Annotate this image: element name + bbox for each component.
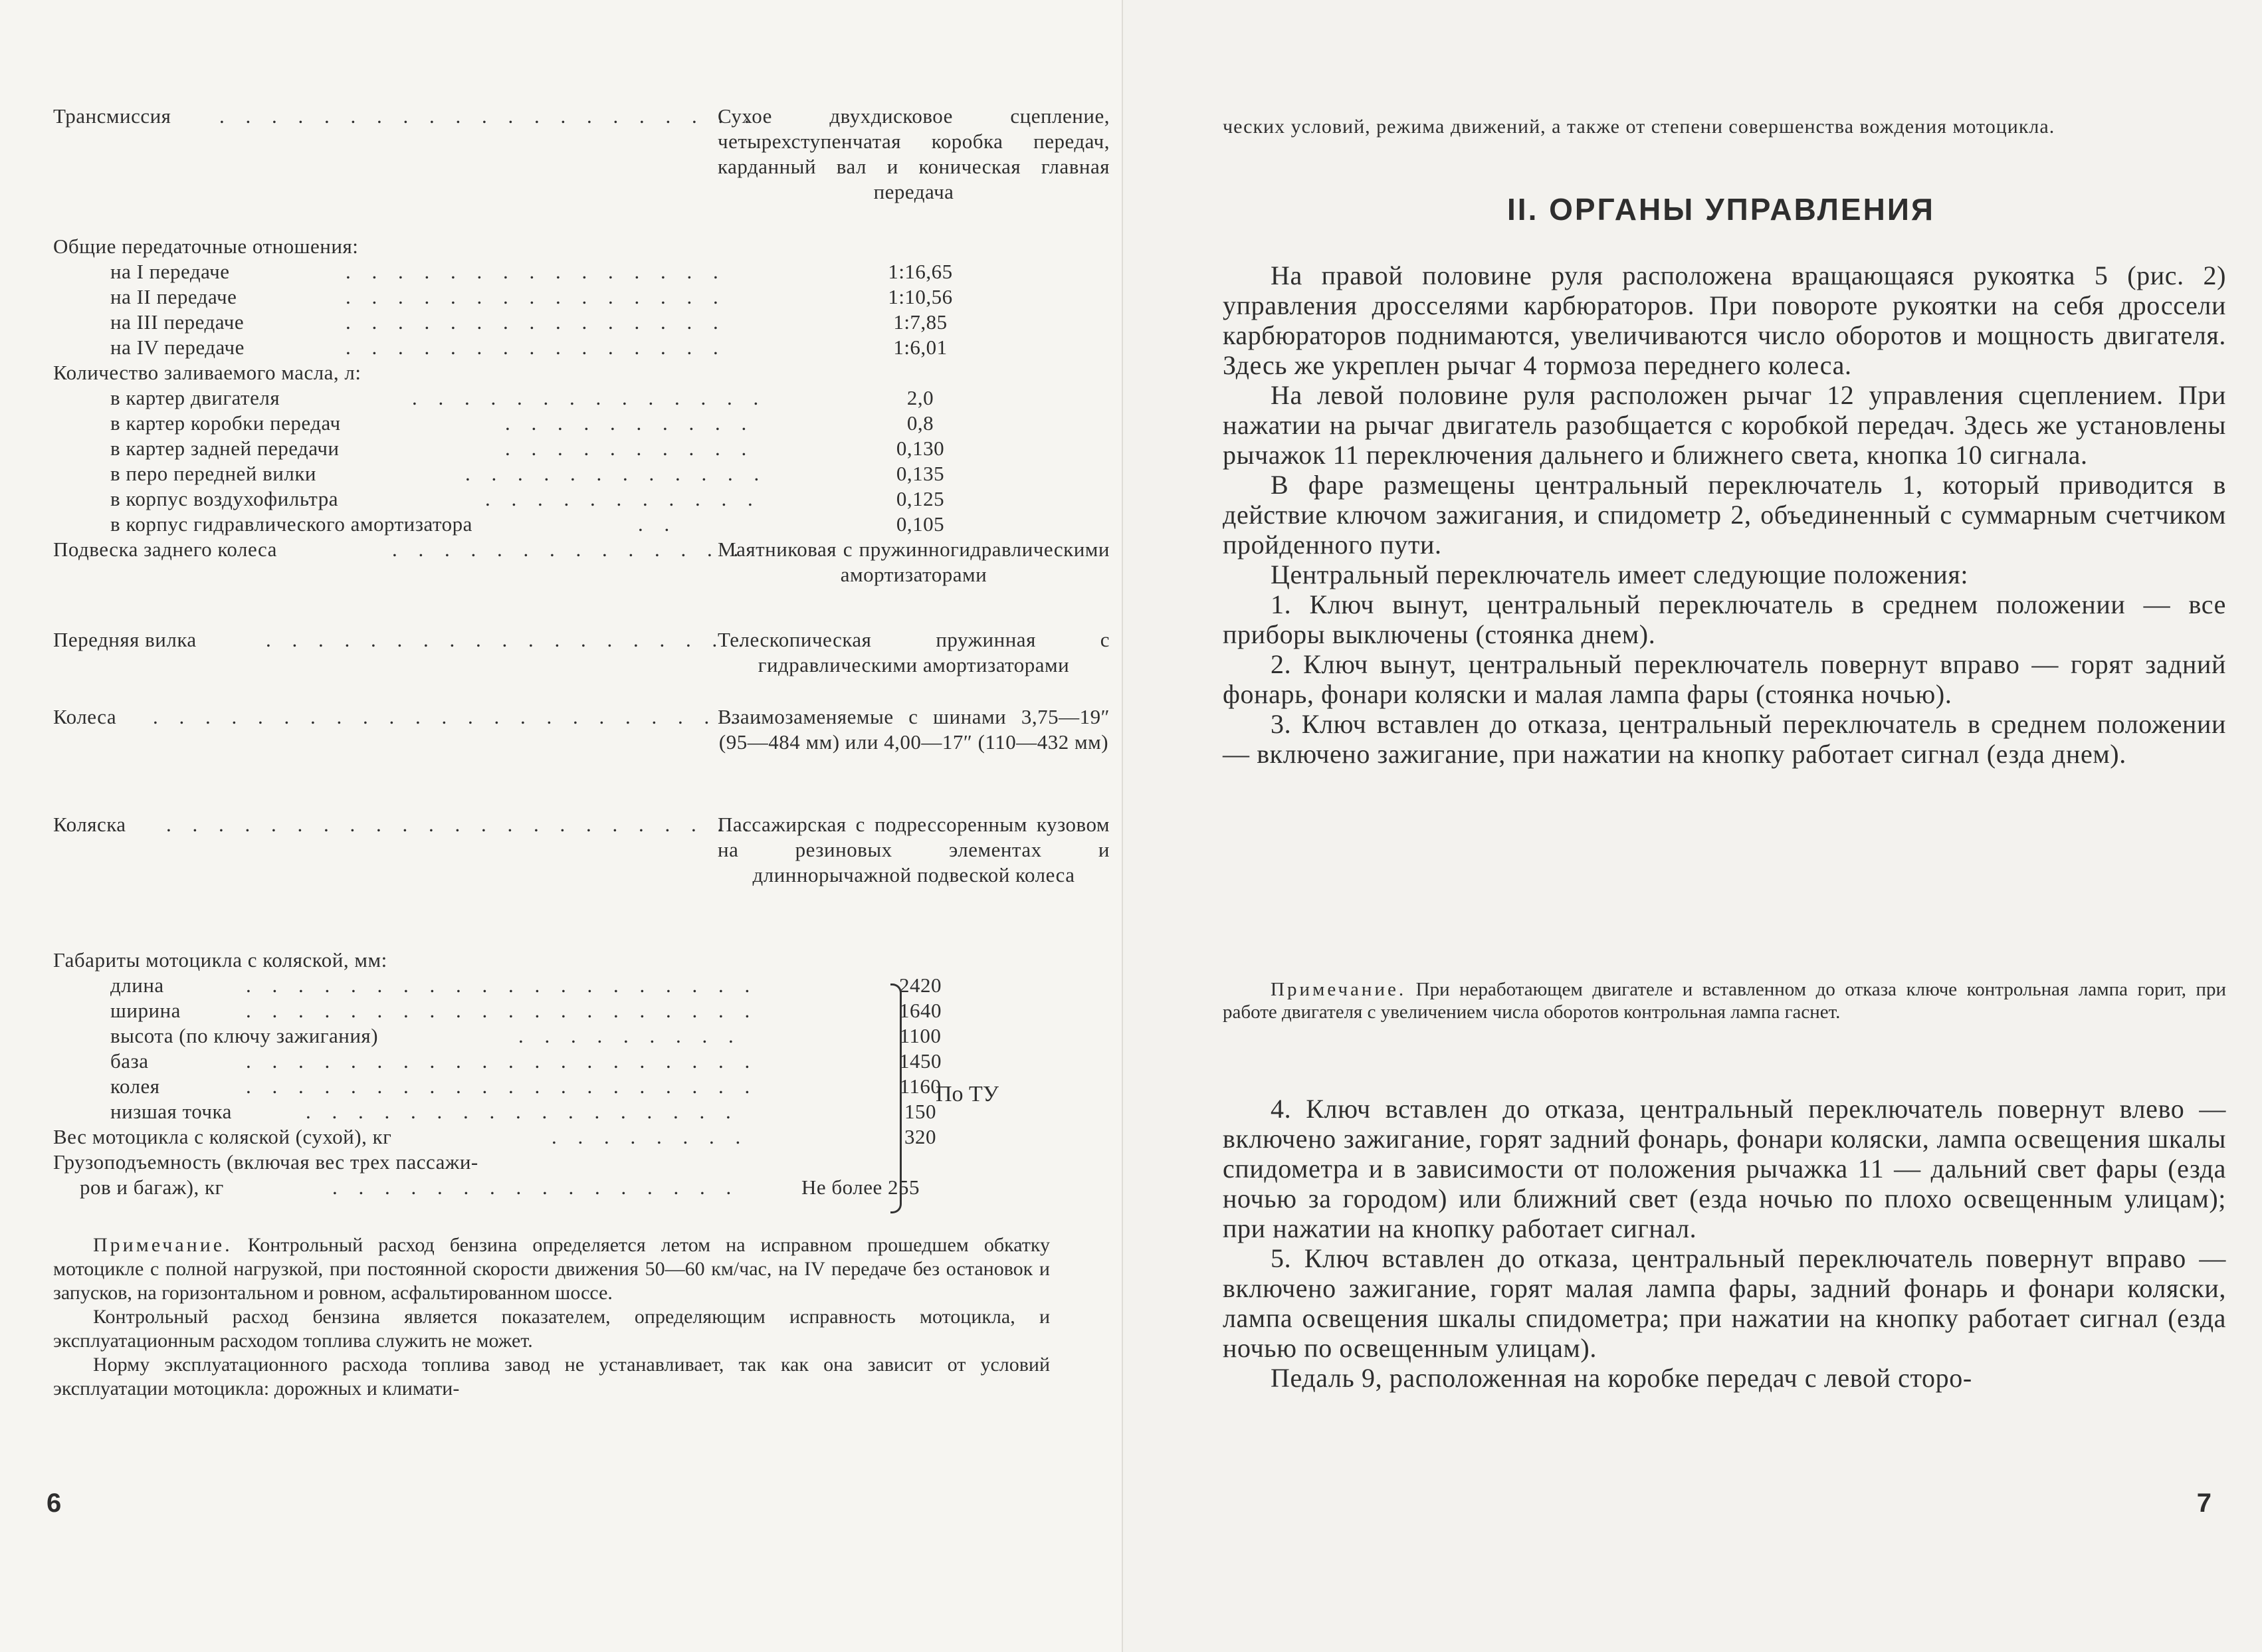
oil-label: в корпус воздухофильтра [110,487,338,510]
dim-label: ширина [110,999,181,1022]
leader-dots: . . [638,512,678,536]
paragraph: 5. Ключ вставлен до отказа, центральный переключатель повернут вправо — включено зажигание, горят малая лампа фары, задний фонарь и фонари коляски, лампа освещения шкалы спидометра; при нажатии на кнопку работает сигнал (езда ночью по освещенным улицам). [1223,1243,2226,1363]
paragraph: 1. Ключ вынут, центральный переключатель в среднем положении — все приборы выключены (стоянка днем). [1223,589,2226,649]
spec-value: Сухое двухдисковое сцепление, четырехступенчатая коробка передач, карданный вал и коническая главная передача [718,104,1110,203]
page-number-left: 6 [47,1489,62,1518]
ratio-value: 1:6,01 [893,336,948,359]
paragraph: 4. Ключ вставлен до отказа, центральный переключатель повернут влево — включено зажигание, горят задний фонарь, фонари коляски, лампа освещения шкалы спидометра и в зависимости от положения рычажка 11 — дальний свет фары (езда ночью за городом) или ближний свет (езда ночью по плохо освещенным улицам); при нажатии на кнопку работает сигнал. [1223,1094,2226,1243]
oil-value: 0,130 [896,437,945,460]
spec-label: Подвеска заднего колеса [53,538,277,561]
leader-dots: . . . . . . . . . . . . . . . . . . . [266,628,752,651]
oil-label: в корпус гидравлического амортизатора [110,512,472,536]
oil-value: 0,135 [896,462,945,485]
leader-dots: . . . . . . . . . . . . . . . . . . . . . . . [166,813,757,836]
oil-label: в перо передней вилки [110,462,316,485]
leader-dots: . . . . . . . . . [518,1024,742,1047]
dim-value: 1450 [899,1049,942,1073]
leader-dots: . . . . . . . . . . . . . . . . . . . . [246,974,758,997]
oil-label: в картер коробки передач [110,411,341,435]
ratio-label: на IV передаче [110,336,245,359]
body-text-2 [1223,1094,2226,1393]
spec-label: Передняя вилка [53,628,197,651]
paragraph: На левой половине руля расположен рычаг 12 управления сцеплением. При нажатии на рычаг двигатель разобщается с коробкой передач. Здесь же установлены рычажок 11 переключения дальнего и ближнего света, кнопка 10 сигнала. [1223,380,2226,470]
body-text [1223,260,2226,769]
oil-value: 0,105 [896,512,945,536]
dim-value: 1160 [899,1075,942,1098]
paragraph: 2. Ключ вынут, центральный переключатель повернут вправо — горят задний фонарь, фонари коляски и малая лампа фары (стоянка ночью). [1223,649,2226,709]
leader-dots: . . . . . . . . . . . . . . . [346,260,726,283]
paragraph: Центральный переключатель имеет следующие положения: [1271,560,1969,589]
leader-dots: . . . . . . . . . . . . . . [412,386,767,409]
spec-label: Грузоподъемность (включая вес трех пассажи- [53,1150,478,1174]
dim-value: 150 [904,1100,936,1123]
paragraph: 3. Ключ вставлен до отказа, центральный переключатель в среднем положении — включено зажигание, при нажатии на кнопку работает сигнал (езда днем). [1223,709,2226,769]
ratios-heading: Общие передаточные отношения: [53,235,359,258]
spec-value: Маятниковая с пружинногидравлическими амортизаторами [718,538,1110,586]
leader-dots: . . . . . . . . . . . . . . . . . . . . . [219,104,758,128]
oil-heading: Количество заливаемого масла, л: [53,361,361,384]
section-title: II. ОРГАНЫ УПРАВЛЕНИЯ [1507,192,1935,227]
note-text: Контрольный расход бензина определяется летом на исправном прошедшем обкатку мотоцикле с полной нагрузкой, при постоянной скорости движения 50—60 км/час, на IV передаче без остановок и запусков, на горизонтальном и ровном, асфальтированном шоссе. [53,1234,1051,1304]
note-title: Примечание. [1271,979,1407,1000]
oil-label: в картер задней передачи [110,437,340,460]
note-left [53,1233,1050,1401]
dims-heading: Габариты мотоцикла с коляской, мм: [53,948,387,972]
leader-dots: . . . . . . . . . . . . . . . . . [306,1100,739,1123]
note-right [1223,978,2226,1023]
leader-dots: . . . . . . . . . . . . . . . . . . . . [246,999,758,1022]
spec-label: Вес мотоцикла с коляской (сухой), кг [53,1125,392,1148]
right-page [1123,0,2262,1652]
leader-dots: . . . . . . . . . . . . . . . . . . . . [246,1075,758,1098]
spec-value: 320 [904,1125,936,1148]
spec-label: Коляска [53,813,126,836]
spec-label: Колеса [53,705,117,728]
ratio-label: на II передаче [110,285,237,308]
leader-dots: . . . . . . . . . . . [485,487,761,510]
dim-value: 1640 [899,999,942,1022]
dim-label: длина [110,974,164,997]
spec-value: Телескопическая пружинная с гидравлическими амортизаторами [718,628,1110,676]
ratio-value: 1:16,65 [888,260,953,283]
ratio-value: 1:7,85 [893,310,948,334]
paragraph: В фаре размещены центральный переключатель 1, который приводится в действие ключом зажигания, и спидометр 2, объединенный с суммарным счетчиком пройденного пути. [1223,470,2226,560]
ratio-value: 1:10,56 [888,285,953,308]
dim-value: 1100 [899,1024,942,1047]
bracket-label: По ТУ [936,1082,999,1106]
leader-dots: . . . . . . . . . . . . . . . . [332,1176,740,1199]
dim-label: низшая точка [110,1100,232,1123]
note-text: При неработающем двигателе и вставленном до отказа ключе контрольная лампа горит, при работе двигателя с увеличением числа оборотов контрольная лампа гаснет. [1223,979,2227,1023]
note-title: Примечание. [93,1234,233,1256]
continuation-text: ческих условий, режима движений, а также от степени совершенства вождения мотоцикла. [1223,116,2055,138]
oil-label: в картер двигателя [110,386,280,409]
leader-dots: . . . . . . . . . . . . [465,462,768,485]
note-paragraph: Контрольный расход бензина является показателем, определяющим исправность мотоцикла, и эксплуатационным расходом топлива служить не может. [53,1306,1050,1352]
spec-value: Взаимозаменяемые с шинами 3,75—19″ (95—484 мм) или 4,00—17″ (110—432 мм) [718,705,1110,754]
oil-value: 0,8 [906,411,934,435]
leader-dots: . . . . . . . . . . . . . . . [346,336,726,359]
page-number-right: 7 [2196,1489,2211,1518]
spec-value: Пассажирская с подрессоренным кузовом на резиновых элементах и длиннорычажной подвеской колеса [718,813,1110,886]
leader-dots: . . . . . . . . . . . . . . . . . . . . [246,1049,758,1073]
spec-label: ров и багаж), кг [80,1176,224,1199]
leader-dots: . . . . . . . . . . . . . . [392,538,747,561]
oil-value: 0,125 [896,487,945,510]
oil-value: 2,0 [906,386,934,409]
bracket [890,983,902,1213]
paragraph: На правой половине руля расположена вращающаяся рукоятка 5 (рис. 2) управления дросселями карбюраторов. При повороте рукоятки на себя дроссели карбюраторов поднимаются, увеличиваются число оборотов и мощность двигателя. Здесь же укреплен рычаг 4 тормоза переднего колеса. [1223,260,2226,380]
ratio-label: на I передаче [110,260,230,283]
ratio-label: на III передаче [110,310,245,334]
leader-dots: . . . . . . . . . . . . . . . [346,285,726,308]
dim-value: 2420 [899,974,942,997]
dim-label: высота (по ключу зажигания) [110,1024,379,1047]
left-page [0,0,1123,1652]
leader-dots: . . . . . . . . . . . . . . . [346,310,726,334]
leader-dots: . . . . . . . . . . . . . . . . . . . . . . . . [153,705,770,728]
leader-dots: . . . . . . . . . . [505,437,755,460]
spec-label: Трансмиссия [53,104,171,128]
spec-value: Не более 255 [801,1176,920,1199]
note-paragraph: Норму эксплуатационного расхода топлива завод не устанавливает, так как она зависит от условий эксплуатации мотоцикла: дорожных и климати- [53,1354,1050,1399]
dim-label: база [110,1049,149,1073]
dim-label: колея [110,1075,160,1098]
paragraph: Педаль 9, расположенная на коробке передач с левой сторо- [1271,1363,1972,1393]
leader-dots: . . . . . . . . [552,1125,749,1148]
leader-dots: . . . . . . . . . . [505,411,755,435]
